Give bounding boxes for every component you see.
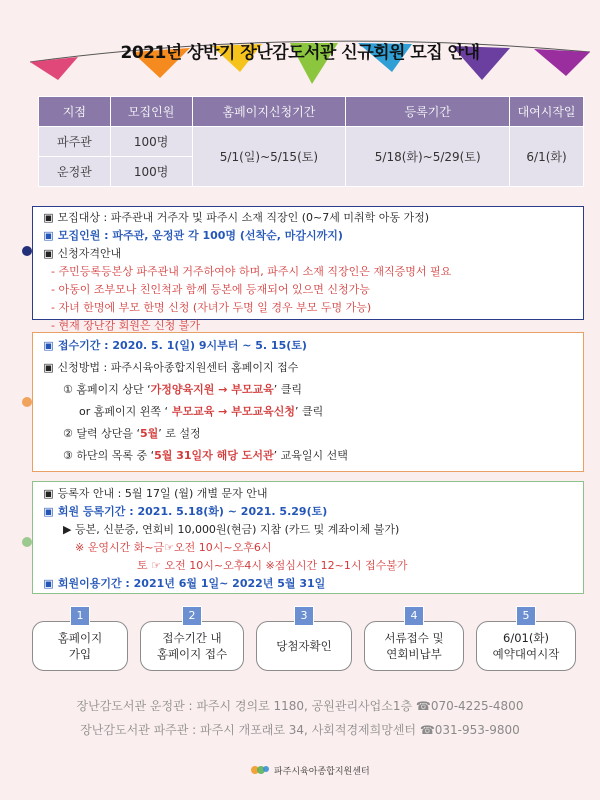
step-number: 4: [404, 606, 424, 626]
section-dot: [22, 246, 32, 256]
center-logo: [250, 763, 370, 777]
square-icon: ▣: [43, 361, 54, 374]
step-number: 2: [182, 606, 202, 626]
row-count: 100명: [110, 157, 192, 187]
square-icon: ▣: [43, 577, 54, 590]
schedule-table: [38, 96, 584, 187]
process-step-3: 당첨자확인: [256, 621, 352, 671]
square-icon: ▣: [43, 229, 54, 242]
qualification-item: - 아동이 조부모나 친인척과 함께 등본에 등재되어 있으면 신청가능: [51, 283, 370, 296]
footer-address-unjeong: 장난감도서관 운정관 : 파주시 경의로 1180, 공원관리사업소1층 ☎070-4225-4800: [76, 699, 524, 713]
page-title: 2021년 상반기 장난감도서관 신규회원 모집 안내: [120, 43, 480, 63]
info-line: [43, 227, 573, 245]
process-step-5: 6/01(화) 예약대여시작: [476, 621, 576, 671]
rental-start: 6/1(화): [510, 127, 584, 187]
apply-method-text: 신청방법 : 파주시육아종합지원센터 홈페이지 접수: [57, 361, 299, 374]
header-apply-period: 홈페이지신청기간: [192, 97, 346, 127]
apply-method-box: [32, 332, 584, 472]
square-icon: ▣: [43, 211, 54, 224]
usage-period-text: 회원이용기간 : 2021년 6월 1일~ 2022년 5월 31일: [57, 577, 326, 590]
step-number: 5: [516, 606, 536, 626]
section-dot: [22, 537, 32, 547]
square-icon: ▣: [43, 505, 54, 518]
process-step-4: 서류접수 및 연회비납부: [364, 621, 464, 671]
hours-text: 토 ☞ 오전 10시~오후4시 ※점심시간 12~1시 접수불가: [137, 559, 408, 572]
section-dot: [22, 397, 32, 407]
apply-period-text: 접수기간 : 2020. 5. 1(일) 9시부터 ~ 5. 15(토): [57, 339, 307, 352]
header-branch: 지점: [39, 97, 111, 127]
square-icon: ▣: [43, 487, 54, 500]
footer-address-paju: 장난감도서관 파주관 : 파주시 개포래로 34, 사회적경제희망센터 ☎031-953-9800: [80, 723, 520, 737]
info-line: [43, 503, 573, 521]
header-register-period: 등록기간: [346, 97, 510, 127]
info-line: [43, 245, 573, 263]
info-line: [43, 209, 573, 227]
logo-icon: [250, 763, 270, 777]
step-instruction: ③ 하단의 목록 중 ‘5월 31일자 해당 도서관’ 교육일시 선택: [63, 449, 348, 462]
qualification-item: - 주민등록등본상 파주관내 거주하여야 하며, 파주시 소재 직장인은 재직증명서 필요: [51, 265, 452, 278]
register-period-text: 회원 등록기간 : 2021. 5.18(화) ~ 2021. 5.29(토): [57, 505, 328, 518]
step-number: 1: [70, 606, 90, 626]
documents-text: ▶ 등본, 신분증, 연회비 10,000원(현금) 지참 (카드 및 계좌이체 불가): [63, 523, 400, 536]
notice-text: 등록자 안내 : 5월 17일 (월) 개별 문자 안내: [57, 487, 268, 500]
header-rental-start: 대여시작일: [510, 97, 584, 127]
qualification-item: - 현재 장난감 회원은 신청 불가: [51, 319, 200, 332]
info-line: [43, 337, 573, 355]
step-instruction: or 홈페이지 왼쪽 ‘ 부모교육 → 부모교육신청’ 클릭: [79, 405, 324, 418]
step-instruction: ① 홈페이지 상단 ‘가정양육지원 → 부모교육’ 클릭: [63, 383, 302, 396]
target-text: 모집대상 : 파주관내 거주자 및 파주시 소재 직장인 (0~7세 미취학 아동 가정): [57, 211, 429, 224]
info-line: [43, 359, 573, 377]
square-icon: ▣: [43, 247, 54, 260]
step-instruction: ② 달력 상단을 ‘5월’ 로 설정: [63, 427, 201, 440]
row-branch: 파주관: [39, 127, 111, 157]
register-period: 5/18(화)~5/29(토): [346, 127, 510, 187]
hours-text: ※ 운영시간 화~금☞오전 10시~오후6시: [75, 541, 272, 554]
info-line: [43, 485, 573, 503]
recruit-info-box: [32, 206, 584, 332]
apply-period: 5/1(일)~5/15(토): [192, 127, 346, 187]
registration-box: [32, 481, 584, 594]
square-icon: ▣: [43, 339, 54, 352]
logo-text: 파주시육아종합지원센터: [274, 766, 370, 777]
process-step-2: 접수기간 내 홈페이지 접수: [140, 621, 244, 671]
header-count: 모집인원: [110, 97, 192, 127]
process-step-1: 홈페이지 가입: [32, 621, 128, 671]
row-branch: 운정관: [39, 157, 111, 187]
step-number: 3: [294, 606, 314, 626]
row-count: 100명: [110, 127, 192, 157]
qualification-heading: 신청자격안내: [57, 247, 122, 260]
qualification-item: - 자녀 한명에 부모 한명 신청 (자녀가 두명 일 경우 부모 두명 가능): [51, 301, 372, 314]
count-text: 모집인원 : 파주관, 운정관 각 100명 (선착순, 마감시까지): [57, 229, 343, 242]
info-line: [43, 575, 573, 593]
